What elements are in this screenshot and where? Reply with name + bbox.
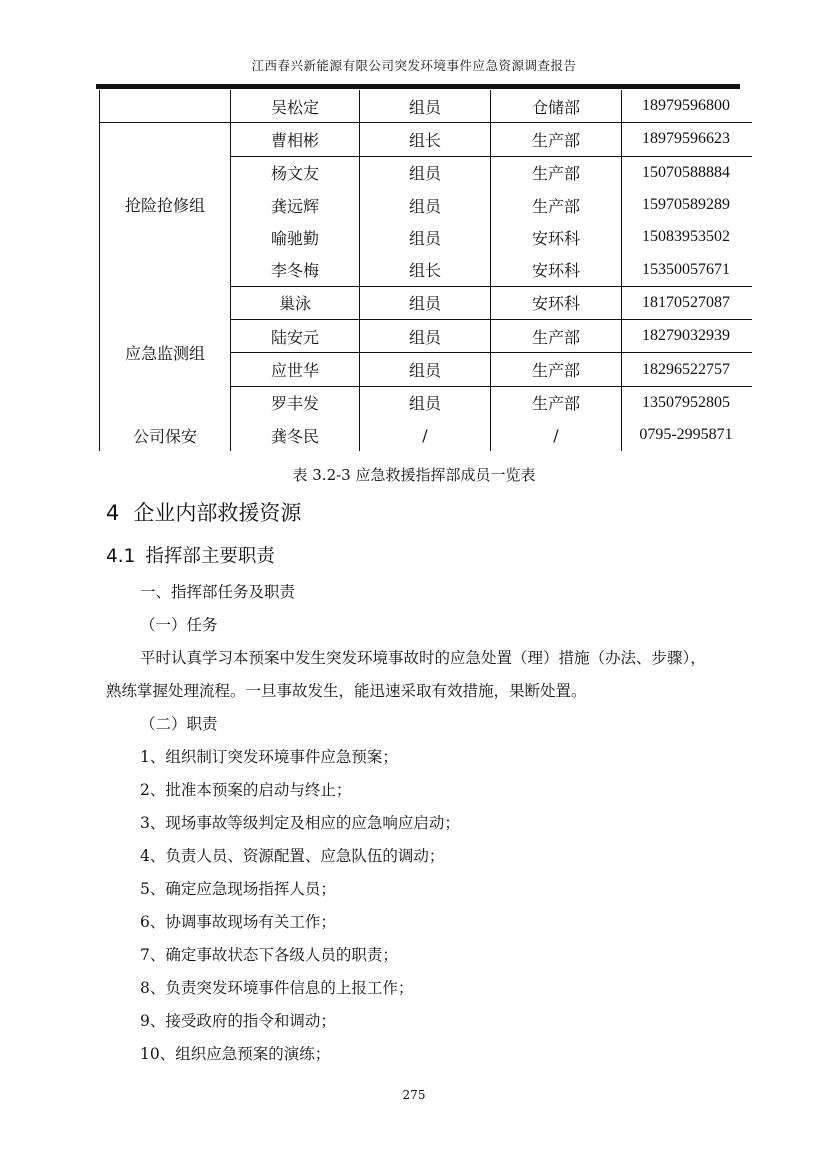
phone-cell: 15083953502 xyxy=(622,221,753,253)
dept-cell: 生产部 xyxy=(491,156,622,189)
member-table xyxy=(99,90,752,451)
table-row xyxy=(100,123,753,156)
duty-item: 9、接受政府的指令和调动； xyxy=(140,1012,336,1030)
name-cell: 龚远辉 xyxy=(231,189,360,221)
name-cell: 李冬梅 xyxy=(231,253,360,286)
role-cell: 组员 xyxy=(360,386,491,419)
role-cell: 组长 xyxy=(360,253,491,286)
paragraph-duty-heading: （二）职责 xyxy=(140,715,218,733)
duty-item: 6、协调事故现场有关工作； xyxy=(140,913,336,931)
duty-item: 4、负责人员、资源配置、应急队伍的调动； xyxy=(140,847,445,865)
running-header: 江西春兴新能源有限公司突发环境事件应急资源调查报告 xyxy=(251,58,577,73)
phone-cell: 18979596800 xyxy=(622,90,753,123)
duty-item: 3、现场事故等级判定及相应的应急响应启动； xyxy=(140,814,460,832)
role-cell: 组员 xyxy=(360,353,491,386)
phone-cell: 13507952805 xyxy=(622,386,753,419)
duty-item: 7、确定事故状态下各级人员的职责； xyxy=(140,946,398,964)
phone-cell: 15350057671 xyxy=(622,253,753,286)
dept-cell: / xyxy=(491,419,622,451)
role-cell: 组员 xyxy=(360,90,491,123)
dept-cell: 生产部 xyxy=(491,189,622,221)
section-title: 企业内部救援资源 xyxy=(133,501,302,525)
phone-cell: 15070588884 xyxy=(622,156,753,189)
section-heading xyxy=(106,497,301,527)
phone-cell: 0795-2995871 xyxy=(622,419,753,451)
role-cell: / xyxy=(360,419,491,451)
phone-cell: 18979596623 xyxy=(622,123,753,156)
dept-cell: 生产部 xyxy=(491,386,622,419)
duty-item: 10、组织应急预案的演练； xyxy=(140,1045,331,1063)
paragraph-task-line1: 平时认真学习本预案中发生突发环境事故时的应急处置（理）措施（办法、步骤）， xyxy=(140,649,706,667)
duty-item: 2、批准本预案的启动与终止； xyxy=(140,781,352,799)
dept-cell: 安环科 xyxy=(491,253,622,286)
paragraph-task-heading: （一）任务 xyxy=(140,616,218,634)
subsection-number: 4.1 xyxy=(106,546,136,567)
group-cell: 抢险抢修组 xyxy=(100,123,231,286)
name-cell: 应世华 xyxy=(231,353,360,386)
subsection-title: 指挥部主要职责 xyxy=(145,546,275,567)
role-cell: 组长 xyxy=(360,123,491,156)
subsection-heading xyxy=(106,542,275,568)
name-cell: 喻驰勤 xyxy=(231,221,360,253)
name-cell: 罗丰发 xyxy=(231,386,360,419)
phone-cell: 18296522757 xyxy=(622,353,753,386)
name-cell: 龚冬民 xyxy=(231,419,360,451)
paragraph-sub1: 一、指挥部任务及职责 xyxy=(140,583,296,601)
phone-cell: 18279032939 xyxy=(622,320,753,353)
group-cell: 公司保安 xyxy=(100,419,231,451)
page-number: 275 xyxy=(402,1088,426,1102)
table-caption: 表 3.2-3 应急救援指挥部成员一览表 xyxy=(292,466,536,484)
dept-cell: 安环科 xyxy=(491,221,622,253)
name-cell: 陆安元 xyxy=(231,320,360,353)
role-cell: 组员 xyxy=(360,156,491,189)
group-cell: 应急监测组 xyxy=(100,286,231,419)
table-row xyxy=(100,419,753,451)
table-row xyxy=(100,286,753,319)
table-row xyxy=(100,90,753,123)
name-cell: 杨文友 xyxy=(231,156,360,189)
paragraph-task-line2: 熟练掌握处理流程。一旦事故发生，能迅速采取有效措施，果断处置。 xyxy=(106,682,587,700)
dept-cell: 生产部 xyxy=(491,353,622,386)
duty-item: 5、确定应急现场指挥人员； xyxy=(140,880,336,898)
role-cell: 组员 xyxy=(360,221,491,253)
role-cell: 组员 xyxy=(360,286,491,319)
phone-cell: 18170527087 xyxy=(622,286,753,319)
role-cell: 组员 xyxy=(360,320,491,353)
dept-cell: 仓储部 xyxy=(491,90,622,123)
phone-cell: 15970589289 xyxy=(622,189,753,221)
name-cell: 巢泳 xyxy=(231,286,360,319)
duty-item: 1、组织制订突发环境事件应急预案； xyxy=(140,748,398,766)
section-number: 4 xyxy=(106,501,120,525)
group-cell xyxy=(100,90,231,123)
dept-cell: 生产部 xyxy=(491,123,622,156)
name-cell: 曹相彬 xyxy=(231,123,360,156)
name-cell: 吴松定 xyxy=(231,90,360,123)
role-cell: 组员 xyxy=(360,189,491,221)
header-rule xyxy=(96,84,740,89)
duty-item: 8、负责突发环境事件信息的上报工作； xyxy=(140,979,414,997)
dept-cell: 生产部 xyxy=(491,320,622,353)
dept-cell: 安环科 xyxy=(491,286,622,319)
